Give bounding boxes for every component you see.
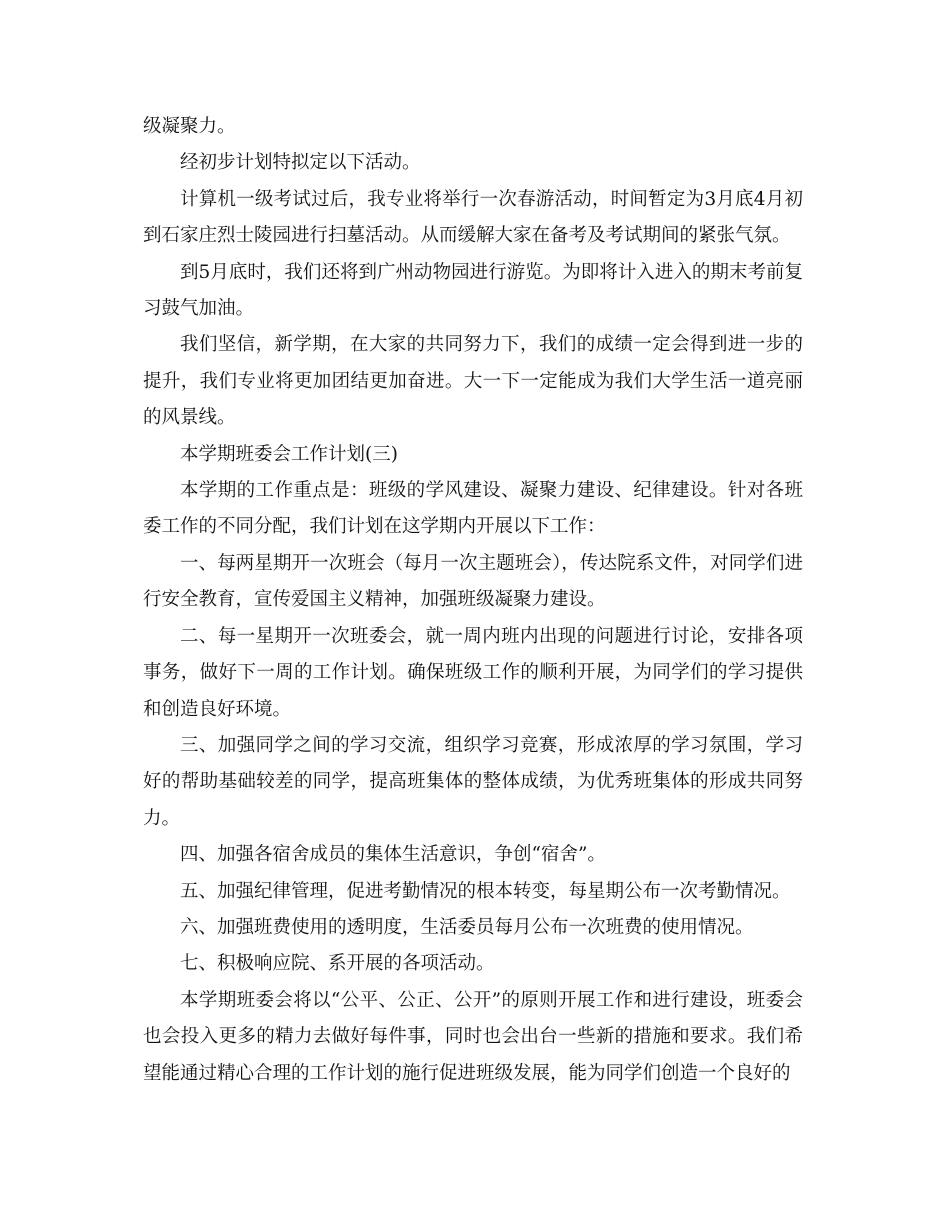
paragraph-closing: 本学期班委会将以“公平、公正、公开”的原则开展工作和进行建设，班委会也会投入更多的精力去做好每件事，同时也会出台一些新的措施和要求。我们希望能通过精心合理的工作计划的施行促进班级发展，能为同学们创造一个良好的 <box>143 989 803 1084</box>
list-item-2: 二、每一星期开一次班委会，就一周内班内出现的问题进行讨论，安排各项事务，做好下一周的工作计划。确保班级工作的顺利开展，为同学们的学习提供和创造良好环境。 <box>143 625 803 720</box>
document-page <box>143 109 803 1092</box>
list-item-1: 一、每两星期开一次班会（每月一次主题班会），传达院系文件，对同学们进行安全教育，宣传爱国主义精神，加强班级凝聚力建设。 <box>143 552 803 611</box>
list-item-3: 三、加强同学之间的学习交流，组织学习竞赛，形成浓厚的学习氛围，学习好的帮助基础较差的同学，提高班集体的整体成绩，为优秀班集体的形成共同努力。 <box>143 734 803 829</box>
paragraph-intro-activities: 经初步计划特拟定以下活动。 <box>180 152 421 174</box>
list-item-4: 四、加强各宿舍成员的集体生活意识，争创“宿舍”。 <box>180 844 606 866</box>
list-item-6: 六、加强班费使用的透明度，生活委员每月公布一次班费的使用情况。 <box>180 916 754 938</box>
list-item-5: 五、加强纪律管理，促进考勤情况的根本转变，每星期公布一次考勤情况。 <box>180 880 791 902</box>
paragraph-spring-outing: 计算机一级考试过后，我专业将举行一次春游活动，时间暂定为3月底4月初到石家庄烈士陵园进行扫墓活动。从而缓解大家在备考及考试期间的紧张气氛。 <box>143 188 803 247</box>
paragraph-focus: 本学期的工作重点是：班级的学风建设、凝聚力建设、纪律建设。针对各班委工作的不同分配，我们计划在这学期内开展以下工作： <box>143 480 803 538</box>
paragraph-zoo-visit: 到5月底时，我们还将到广州动物园进行游览。为即将计入进入的期末考前复习鼓气加油。 <box>143 261 803 320</box>
list-item-7: 七、积极响应院、系开展的各项活动。 <box>180 953 495 975</box>
section-heading: 本学期班委会工作计划(三) <box>180 443 398 465</box>
paragraph-belief: 我们坚信，新学期，在大家的共同努力下，我们的成绩一定会得到进一步的提升，我们专业将更加团结更加奋进。大一下一定能成为我们大学生活一道亮丽的风景线。 <box>143 334 803 429</box>
paragraph-continuation: 级凝聚力。 <box>143 116 236 137</box>
